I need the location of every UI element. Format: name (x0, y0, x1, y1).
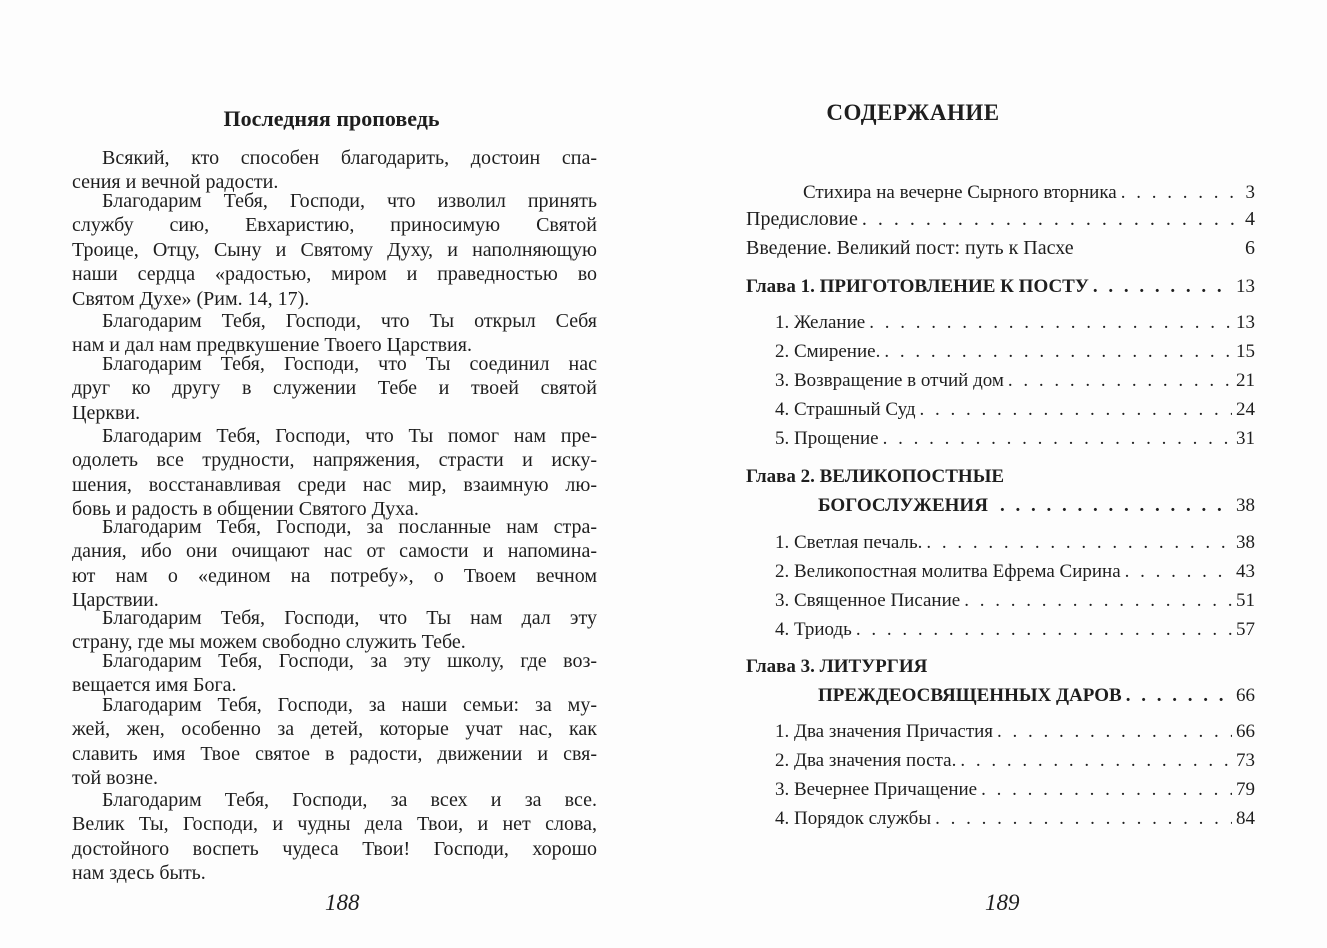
sermon-line: страну, где мы можем свободно служить Тебе. (72, 631, 466, 654)
sermon-line: жей, жен, особенно за детей, которые учат нас, как (72, 718, 597, 741)
toc-subentry[interactable]: 1. Светлая печаль. . . . 38 (775, 532, 1255, 554)
sermon-line: дания, ибо они очищают нас от самости и напомина- (72, 540, 597, 563)
sermon-line: нам здесь быть. (72, 862, 206, 885)
sermon-line: Велик Ты, Господи, и чудны дела Твои, и нет слова, (72, 813, 597, 836)
sermon-paragraph (72, 515, 597, 613)
sermon-line: достойного воспеть чудеса Твои! Господи, хорошо (72, 837, 597, 860)
sermon-line: Святом Духе» (Рим. 14, 17). (72, 287, 310, 310)
toc-chapter-2[interactable]: БОГОСЛУЖЕНИЯ . . . 38 (818, 495, 1255, 517)
toc-entry-preface[interactable]: Предисловие . . . 4 (746, 208, 1255, 231)
toc-subentry[interactable]: 3. Возвращение в отчий дом . . . 21 (775, 370, 1255, 392)
sermon-line: бовь и радость в общении Святого Духа. (72, 498, 419, 521)
sermon-paragraph (72, 788, 597, 886)
sermon-line: Благодарим Тебя, Господи, что Ты соединил нас (102, 353, 597, 375)
toc-chapter-1[interactable]: Глава 1. ПРИГОТОВЛЕНИЕ К ПОСТУ . . . 13 (746, 276, 1255, 298)
sermon-line: славить имя Твое святое в радости, движении и свя- (72, 742, 597, 765)
toc-chapter-2-line1[interactable]: Глава 2. ВЕЛИКОПОСТНЫЕ (746, 466, 1005, 487)
sermon-line: той возне. (72, 767, 158, 790)
toc-subentry[interactable]: 1. Два значения Причастия . . . 66 (775, 721, 1255, 743)
sermon-paragraph (72, 352, 597, 425)
sermon-line: Благодарим Тебя, Господи, что изволил принять (102, 190, 597, 212)
sermon-line: вещается имя Бога. (72, 674, 237, 697)
sermon-paragraph (72, 649, 597, 698)
sermon-line: шения, восстанавливая среди нас мир, взаимную лю- (72, 473, 597, 496)
sermon-line: друг ко другу в служении Тебе и твоей святой (72, 377, 597, 400)
toc-subentry[interactable]: 4. Триодь . . . 57 (775, 619, 1255, 641)
sermon-line: ют нам о «едином на потребу», о Твоем вечном (72, 564, 597, 587)
sermon-line: наши сердца «радостью, миром и праведностью во (72, 263, 597, 286)
sermon-line: Церкви. (72, 401, 141, 424)
sermon-line: Благодарим Тебя, Господи, за наши семьи: за му- (102, 694, 597, 716)
toc-subentry[interactable]: 2. Два значения поста. . . . 73 (775, 750, 1255, 772)
sermon-line: сения и вечной радости. (72, 171, 279, 194)
sermon-paragraph (72, 189, 597, 311)
sermon-line: нам и дал нам предвкушение Твоего Царствия. (72, 334, 472, 357)
sermon-line: Царствии. (72, 589, 159, 612)
toc-chapter-3-line1[interactable]: Глава 3. ЛИТУРГИЯ (746, 656, 928, 677)
toc-subentry[interactable]: 5. Прощение . . . 31 (775, 428, 1255, 450)
toc-subentry[interactable]: 4. Порядок службы . . . 84 (775, 808, 1255, 830)
sermon-paragraph (72, 146, 597, 195)
sermon-paragraph (72, 424, 597, 522)
toc-entry-stichira[interactable]: Стихира на вечерне Сырного вторника . . . 3 (803, 182, 1255, 204)
toc-subentry[interactable]: 2. Смирение. . . . 15 (775, 341, 1255, 363)
sermon-line: Благодарим Тебя, Господи, что Ты нам дал эту (102, 607, 597, 629)
left-page-title: Последняя проповедь (223, 106, 440, 131)
sermon-line: Благодарим Тебя, Господи, что Ты открыл Себя (102, 310, 597, 332)
left-page-number: 188 (325, 890, 360, 915)
toc-entry-introduction[interactable]: Введение. Великий пост: путь к Пасхе 6 (746, 237, 1255, 259)
sermon-line: Благодарим Тебя, Господи, что Ты помог нам пре- (102, 425, 597, 447)
left-page (0, 0, 663, 948)
sermon-line: Благодарим Тебя, Господи, за всех и за все. (102, 789, 597, 811)
sermon-line: одолеть все трудности, напряжения, страсти и иску- (72, 449, 597, 472)
sermon-paragraph (72, 309, 597, 358)
toc-subentry[interactable]: 3. Вечернее Причащение . . . 79 (775, 779, 1255, 801)
sermon-line: службу сию, Евхаристию, приносимую Святой (72, 214, 597, 237)
sermon-paragraph (72, 606, 597, 655)
sermon-line: Благодарим Тебя, Господи, за эту школу, где воз- (102, 650, 597, 672)
toc-subentry[interactable]: 2. Великопостная молитва Ефрема Сирина . . . 43 (775, 561, 1255, 583)
sermon-paragraph (72, 693, 597, 791)
sermon-line: Троице, Отцу, Сыну и Святому Духу, и наполняющую (72, 238, 597, 261)
right-page-number: 189 (985, 890, 1020, 915)
toc-subentry[interactable]: 1. Желание . . . 13 (775, 312, 1255, 334)
sermon-line: Всякий, кто способен благодарить, достоин спа- (102, 147, 597, 169)
contents-title: СОДЕРЖАНИЕ (826, 100, 1000, 125)
toc-subentry[interactable]: 4. Страшный Суд . . . 24 (775, 399, 1255, 421)
toc-subentry[interactable]: 3. Священное Писание . . . 51 (775, 590, 1255, 612)
toc-chapter-3[interactable]: ПРЕЖДЕОСВЯЩЕННЫХ ДАРОВ . . . 66 (818, 685, 1255, 707)
sermon-line: Благодарим Тебя, Господи, за посланные нам стра- (102, 516, 597, 538)
